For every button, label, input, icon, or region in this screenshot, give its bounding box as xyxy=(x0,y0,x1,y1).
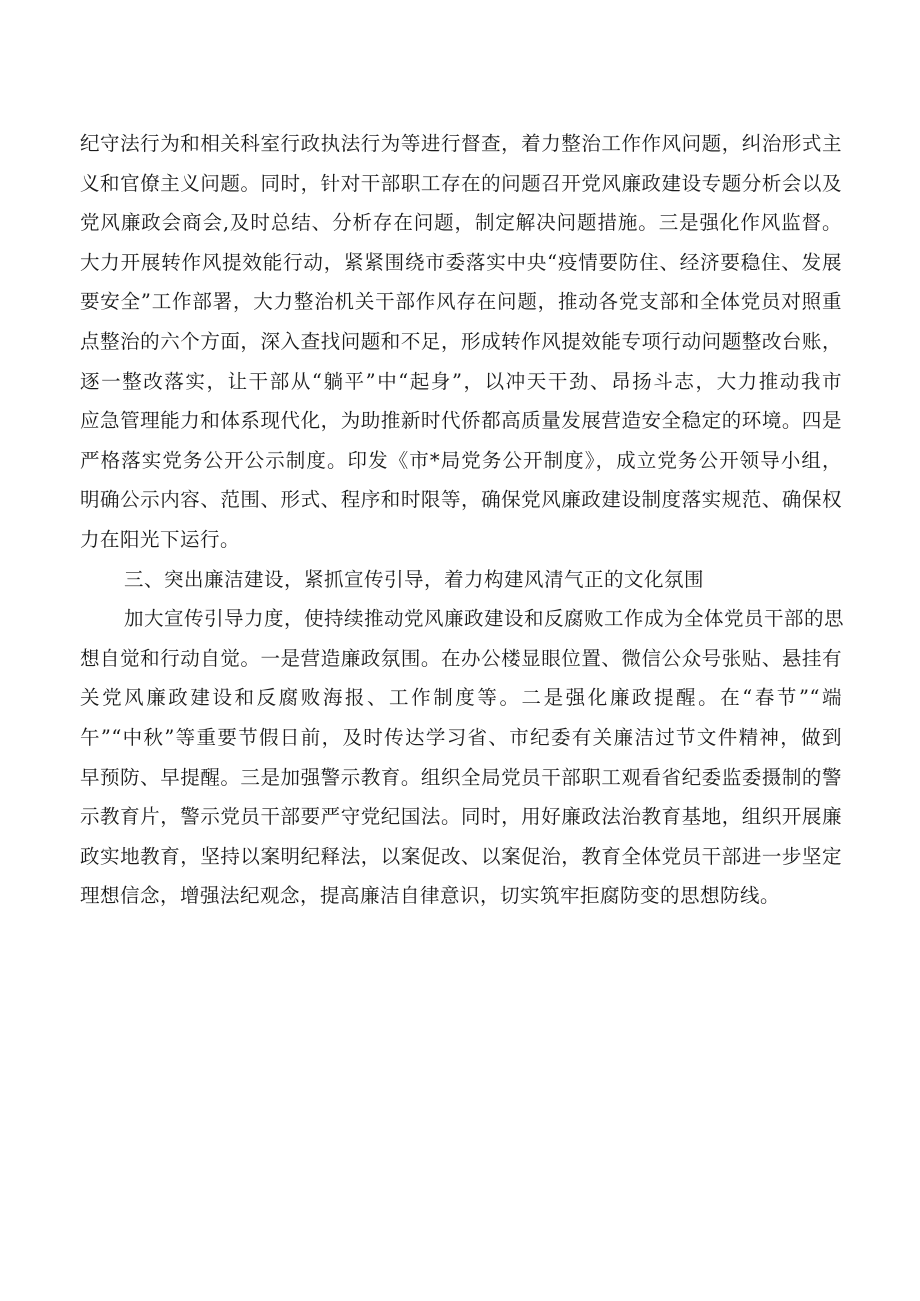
paragraph-line: 关党风廉政建设和反腐败海报、工作制度等。二是强化廉政提醒。在“春节”“端 xyxy=(80,686,842,710)
paragraph-line: 理想信念，增强法纪观念，提高廉洁自律意识，切实筑牢拒腐防变的思想防线。 xyxy=(80,884,781,908)
paragraph-line: 示教育片，警示党员干部要严守党纪国法。同时，用好廉政法治教育基地，组织开展廉 xyxy=(80,805,842,829)
paragraph-line: 要安全”工作部署，大力整治机关干部作风存在问题，推动各党支部和全体党员对照重 xyxy=(80,290,842,314)
paragraph-line: 想自觉和行动自觉。一是营造廉政氛围。在办公楼显眼位置、微信公众号张贴、悬挂有 xyxy=(80,646,842,670)
paragraph-line: 午”“中秋”等重要节假日前，及时传达学习省、市纪委有关廉洁过节文件精神，做到 xyxy=(80,725,842,749)
paragraph-line: 明确公示内容、范围、形式、程序和时限等，确保党风廉政建设制度落实规范、确保权 xyxy=(80,488,842,512)
document-page xyxy=(80,124,845,916)
paragraph-line: 逐一整改落实，让干部从“躺平”中“起身”，以冲天干劲、昂扬斗志，大力推动我市 xyxy=(80,369,842,393)
paragraph-line: 党风廉政会商会,及时总结、分析存在问题，制定解决问题措施。三是强化作风监督。 xyxy=(80,211,842,235)
paragraph-line: 义和官僚主义问题。同时，针对干部职工存在的问题召开党风廉政建设专题分析会以及 xyxy=(80,171,842,195)
paragraph-2 xyxy=(80,599,845,916)
paragraph-line: 力在阳光下运行。 xyxy=(80,527,241,551)
paragraph-line: 加大宣传引导力度，使持续推动党风廉政建设和反腐败工作成为全体党员干部的思 xyxy=(124,607,845,631)
paragraph-1 xyxy=(80,124,842,560)
paragraph-line: 政实地教育，坚持以案明纪释法，以案促改、以案促治，教育全体党员干部进一步坚定 xyxy=(80,844,842,868)
paragraph-line: 严格落实党务公开公示制度。印发《市*局党务公开制度》，成立党务公开领导小组， xyxy=(80,448,842,472)
paragraph-line: 大力开展转作风提效能行动，紧紧围绕市委落实中央“疫情要防住、经济要稳住、发展 xyxy=(80,250,842,274)
section-heading-3: 三、突出廉洁建设，紧抓宣传引导，着力构建风清气正的文化氛围 xyxy=(124,567,705,591)
paragraph-line: 纪守法行为和相关科室行政执法行为等进行督查，着力整治工作作风问题，纠治形式主 xyxy=(80,132,842,155)
paragraph-line: 应急管理能力和体系现代化，为助推新时代侨都高质量发展营造安全稳定的环境。四是 xyxy=(80,409,842,433)
paragraph-line: 点整治的六个方面，深入查找问题和不足，形成转作风提效能专项行动问题整改台账， xyxy=(80,329,842,353)
paragraph-line: 早预防、早提醒。三是加强警示教育。组织全局党员干部职工观看省纪委监委摄制的警 xyxy=(80,765,842,789)
